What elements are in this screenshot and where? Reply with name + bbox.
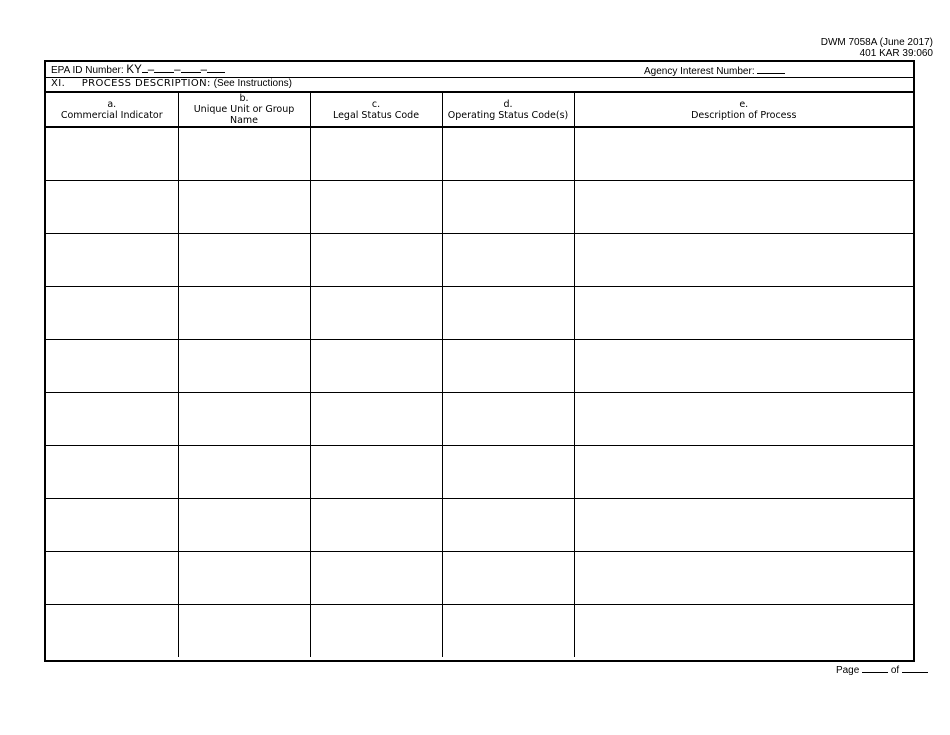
cell-unit-name[interactable] [178, 127, 310, 181]
cell-commercial-indicator[interactable] [46, 605, 178, 658]
of-label: of [890, 665, 900, 676]
cell-description[interactable] [574, 234, 913, 287]
page-number-field[interactable] [862, 663, 888, 673]
cell-operating-status[interactable] [442, 127, 574, 181]
cell-legal-status[interactable] [310, 181, 442, 234]
cell-operating-status[interactable] [442, 605, 574, 658]
cell-description[interactable] [574, 181, 913, 234]
cell-legal-status[interactable] [310, 446, 442, 499]
cell-legal-status[interactable] [310, 393, 442, 446]
cell-description[interactable] [574, 393, 913, 446]
cell-description[interactable] [574, 127, 913, 181]
cell-operating-status[interactable] [442, 340, 574, 393]
table-row [46, 127, 913, 181]
cell-description[interactable] [574, 499, 913, 552]
cell-unit-name[interactable] [178, 605, 310, 658]
epa-id-field[interactable]: KY – – – [126, 64, 225, 76]
col-unique-unit-name: b. Unique Unit or Group Name [178, 93, 310, 127]
section-number: XI. [51, 78, 66, 89]
cell-operating-status[interactable] [442, 234, 574, 287]
table-header [46, 93, 913, 127]
cell-unit-name[interactable] [178, 340, 310, 393]
cell-operating-status[interactable] [442, 552, 574, 605]
cell-legal-status[interactable] [310, 127, 442, 181]
process-description-form [44, 60, 915, 662]
section-title [46, 77, 913, 93]
cell-operating-status[interactable] [442, 499, 574, 552]
cell-unit-name[interactable] [178, 393, 310, 446]
cell-unit-name[interactable] [178, 234, 310, 287]
table-row [46, 181, 913, 234]
id-row [46, 62, 913, 78]
table-row [46, 234, 913, 287]
cell-legal-status[interactable] [310, 605, 442, 658]
cell-operating-status[interactable] [442, 287, 574, 340]
cell-description[interactable] [574, 340, 913, 393]
cell-commercial-indicator[interactable] [46, 340, 178, 393]
cell-legal-status[interactable] [310, 552, 442, 605]
cell-unit-name[interactable] [178, 446, 310, 499]
cell-commercial-indicator[interactable] [46, 127, 178, 181]
table-row [46, 499, 913, 552]
col-legal-status-code: c. Legal Status Code [310, 93, 442, 127]
cell-unit-name[interactable] [178, 499, 310, 552]
table-row [46, 446, 913, 499]
cell-description[interactable] [574, 287, 913, 340]
cell-unit-name[interactable] [178, 552, 310, 605]
cell-operating-status[interactable] [442, 446, 574, 499]
cell-operating-status[interactable] [442, 181, 574, 234]
cell-unit-name[interactable] [178, 287, 310, 340]
cell-legal-status[interactable] [310, 287, 442, 340]
table-row [46, 605, 913, 658]
cell-operating-status[interactable] [442, 393, 574, 446]
agency-interest-field[interactable] [757, 64, 785, 74]
table-row [46, 340, 913, 393]
section-heading: PROCESS DESCRIPTION: [81, 78, 211, 89]
cell-commercial-indicator[interactable] [46, 552, 178, 605]
cell-legal-status[interactable] [310, 340, 442, 393]
page-number [836, 663, 928, 676]
epa-id-label: EPA ID Number: [51, 65, 124, 76]
table-row [46, 552, 913, 605]
cell-commercial-indicator[interactable] [46, 393, 178, 446]
cell-commercial-indicator[interactable] [46, 446, 178, 499]
table-row [46, 393, 913, 446]
cell-commercial-indicator[interactable] [46, 234, 178, 287]
cell-unit-name[interactable] [178, 181, 310, 234]
process-table [46, 93, 913, 657]
cell-description[interactable] [574, 446, 913, 499]
page-total-field[interactable] [902, 663, 928, 673]
regulation-citation: 401 KAR 39:060 [859, 48, 933, 59]
form-header [821, 37, 933, 59]
section-note: (See Instructions) [213, 78, 292, 89]
form-id: DWM 7058A (June 2017) [820, 37, 933, 48]
cell-description[interactable] [574, 552, 913, 605]
cell-commercial-indicator[interactable] [46, 181, 178, 234]
col-commercial-indicator: a. Commercial Indicator [46, 93, 178, 127]
col-operating-status-code: d. Operating Status Code(s) [442, 93, 574, 127]
table-row [46, 287, 913, 340]
cell-description[interactable] [574, 605, 913, 658]
cell-commercial-indicator[interactable] [46, 287, 178, 340]
cell-commercial-indicator[interactable] [46, 499, 178, 552]
agency-interest-label: Agency Interest Number: [644, 66, 755, 77]
col-description-of-process: e. Description of Process [574, 93, 913, 127]
cell-legal-status[interactable] [310, 499, 442, 552]
cell-legal-status[interactable] [310, 234, 442, 287]
page-label: Page [835, 665, 860, 676]
